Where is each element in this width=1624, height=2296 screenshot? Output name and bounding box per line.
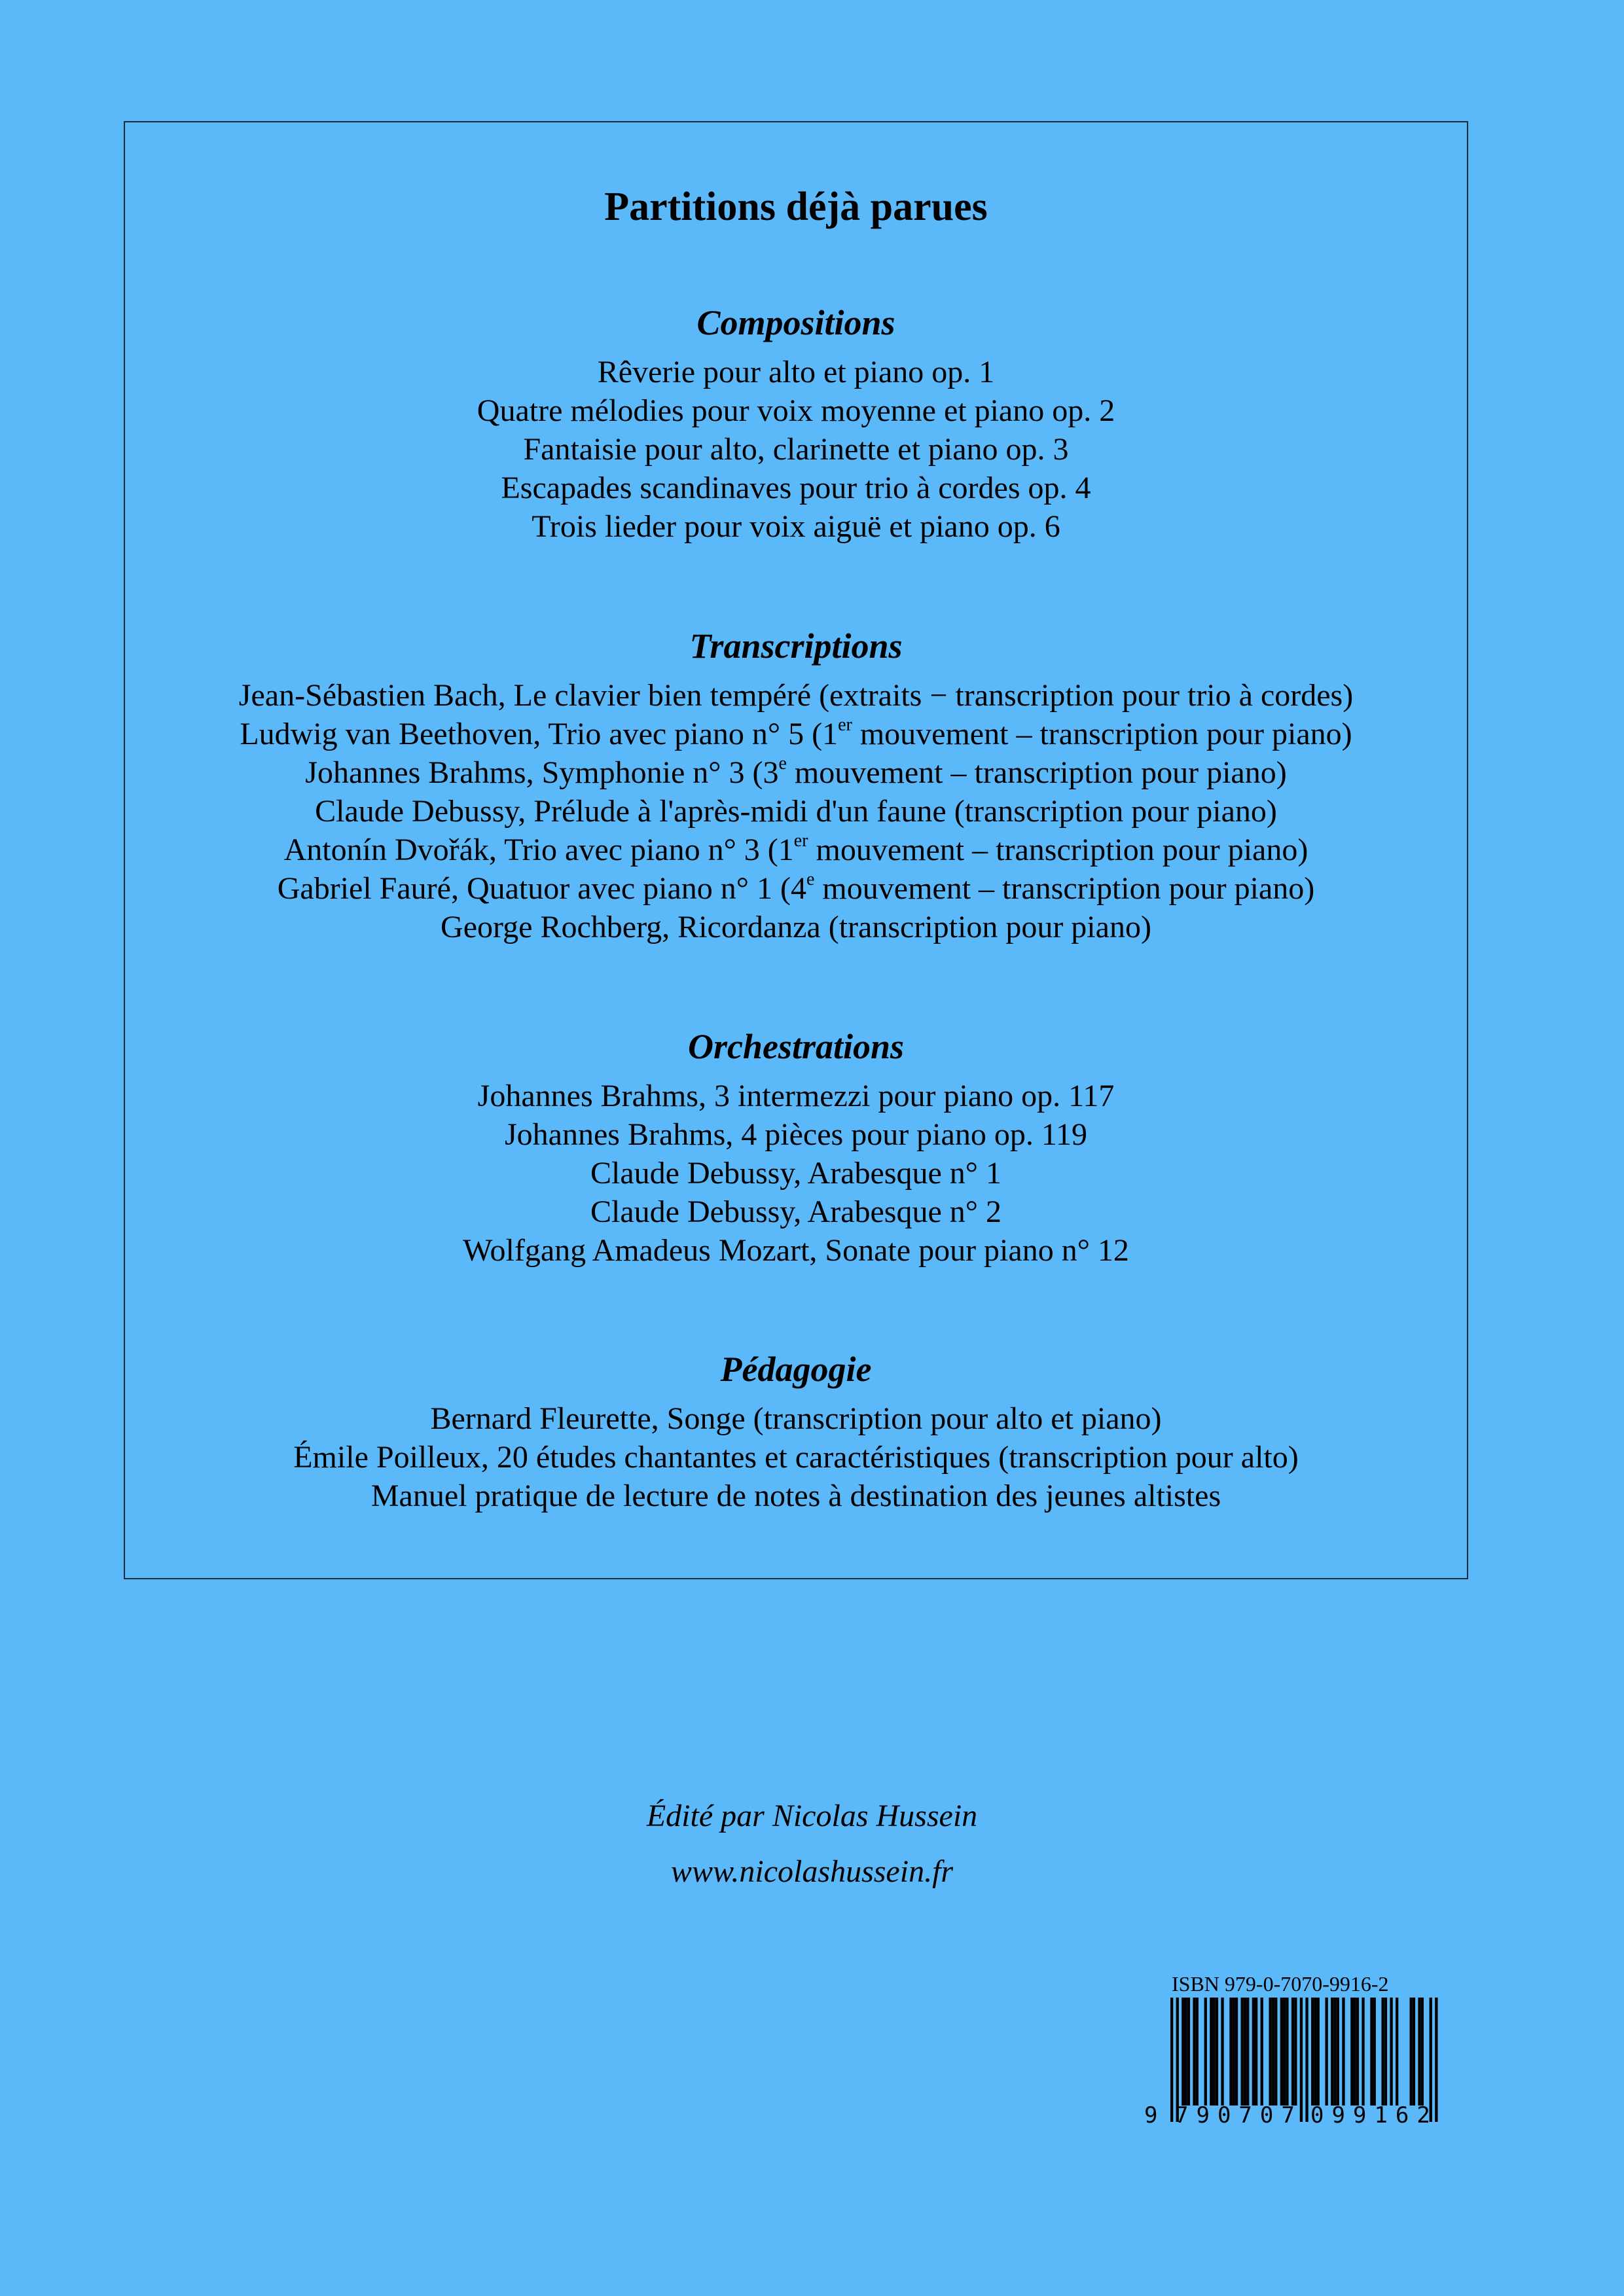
- barcode-bar: [1269, 1998, 1272, 2106]
- barcode-bar: [1204, 1998, 1207, 2106]
- barcode-bar: [1410, 1998, 1413, 2106]
- isbn-number: ISBN 979-0-7070-9916-2: [1172, 1972, 1389, 1996]
- ean-right-group: 099162: [1310, 2102, 1438, 2128]
- section-heading: Transcriptions: [689, 626, 903, 666]
- barcode-bar: [1182, 1998, 1184, 2106]
- list-item: Claude Debussy, Prélude à l'après-midi d'un faune (transcription pour piano): [315, 794, 1277, 829]
- barcode-bar: [1390, 1998, 1392, 2106]
- list-item: Johannes Brahms, 4 pièces pour piano op. 119: [504, 1117, 1088, 1152]
- barcode-bar: [1413, 1998, 1415, 2106]
- barcode-bar: [1354, 1998, 1356, 2106]
- barcode-bar: [1283, 1998, 1286, 2106]
- website-url[interactable]: www.nicolashussein.fr: [670, 1854, 954, 1889]
- list-item: Antonín Dvořák, Trio avec piano n° 3 (1er mouvement – transcription pour piano): [283, 831, 1308, 867]
- list-item: Trois lieder pour voix aiguë et piano op. 6: [532, 509, 1060, 544]
- ean-left-group: 790707: [1175, 2102, 1303, 2128]
- section-list: [125, 1399, 1467, 1515]
- barcode-bar: [1261, 1998, 1263, 2106]
- list-item: Gabriel Fauré, Quatuor avec piano n° 1 (4e mouvement – transcription pour piano): [277, 869, 1315, 906]
- barcode-bar: [1382, 1998, 1384, 2106]
- barcode-bar: [1170, 1998, 1173, 2122]
- list-item: Rêverie pour alto et piano op. 1: [597, 355, 995, 389]
- barcode-bar: [1286, 1998, 1288, 2106]
- list-item: Claude Debussy, Arabesque n° 1: [590, 1156, 1001, 1191]
- barcode-bar: [1244, 1998, 1246, 2106]
- section-list: [125, 676, 1467, 946]
- barcode-bar: [1384, 1998, 1387, 2106]
- section-transcriptions: [125, 622, 1467, 946]
- list-item: Claude Debussy, Arabesque n° 2: [590, 1194, 1001, 1229]
- barcode-bar: [1241, 1998, 1244, 2106]
- barcode-bar: [1235, 1998, 1238, 2106]
- barcode-bar: [1350, 1998, 1353, 2106]
- barcode-bar: [1280, 1998, 1283, 2106]
- barcode-bar: [1370, 1998, 1373, 2106]
- section-orchestrations: [125, 1023, 1467, 1270]
- list-item: Wolfgang Amadeus Mozart, Sonate pour piano n° 12: [463, 1233, 1129, 1268]
- barcode-bar: [1333, 1998, 1336, 2106]
- barcode-bar: [1317, 1998, 1320, 2106]
- barcode-bar: [1418, 1998, 1420, 2106]
- barcode-bar: [1373, 1998, 1376, 2106]
- barcode-bar: [1294, 1998, 1297, 2106]
- section-heading: Orchestrations: [687, 1027, 905, 1066]
- barcode-bar: [1291, 1998, 1294, 2106]
- list-item: Quatre mélodies pour voix moyenne et piano op. 2: [477, 393, 1115, 428]
- list-item: Émile Poilleux, 20 études chantantes et caractéristiques (transcription pour alto): [293, 1440, 1299, 1475]
- barcode-bar: [1193, 1998, 1195, 2106]
- barcode-bar: [1252, 1998, 1255, 2106]
- section-heading: Pédagogie: [720, 1350, 872, 1389]
- catalog-box: [124, 121, 1468, 1579]
- barcode-bar: [1272, 1998, 1274, 2106]
- barcode-bar: [1311, 1998, 1314, 2106]
- section-list: [125, 1077, 1467, 1270]
- list-item: Bernard Fleurette, Songe (transcription pour alto et piano): [430, 1401, 1162, 1436]
- list-item: Johannes Brahms, 3 intermezzi pour piano op. 117: [477, 1079, 1115, 1113]
- barcode-bar: [1233, 1998, 1235, 2106]
- section-compositions: [125, 299, 1467, 546]
- ean-first-digit: 9: [1144, 2102, 1158, 2128]
- barcode-bar: [1342, 1998, 1344, 2106]
- section-list: [125, 353, 1467, 546]
- editor-credit: Édité par Nicolas Hussein: [646, 1799, 978, 1833]
- barcode-bar: [1246, 1998, 1249, 2106]
- barcode-bar: [1362, 1998, 1364, 2106]
- barcode-bar: [1326, 1998, 1328, 2106]
- section-pedagogie: [125, 1346, 1467, 1515]
- barcode-bar: [1213, 1998, 1216, 2106]
- barcode-bar: [1229, 1998, 1232, 2106]
- list-item: Fantaisie pour alto, clarinette et piano op. 3: [523, 432, 1069, 467]
- list-item: Johannes Brahms, Symphonie n° 3 (3e mouvement – transcription pour piano): [305, 753, 1287, 790]
- barcode-bar: [1216, 1998, 1218, 2106]
- barcode-bar: [1187, 1998, 1190, 2106]
- barcode-bar: [1356, 1998, 1359, 2106]
- isbn-barcode: [1139, 1971, 1453, 2135]
- list-item: Escapades scandinaves pour trio à cordes op. 4: [501, 471, 1091, 505]
- barcode-bar: [1396, 1998, 1398, 2106]
- list-item: Jean-Sébastien Bach, Le clavier bien tempéré (extraits − transcription pour trio à cordes): [238, 678, 1354, 713]
- barcode-bar: [1196, 1998, 1199, 2106]
- list-item: Manuel pratique de lecture de notes à destination des jeunes altistes: [370, 1479, 1221, 1513]
- barcode-bar: [1274, 1998, 1277, 2106]
- barcode-bar: [1255, 1998, 1257, 2106]
- barcode-bar: [1210, 1998, 1212, 2106]
- barcode-bar: [1185, 1998, 1187, 2106]
- section-heading: Compositions: [696, 303, 895, 342]
- catalog-title: Partitions déjà parues: [604, 185, 988, 229]
- list-item: Ludwig van Beethoven, Trio avec piano n° 5 (1er mouvement – transcription pour piano): [240, 715, 1352, 751]
- list-item: George Rochberg, Ricordanza (transcription pour piano): [441, 910, 1151, 944]
- barcode-bar: [1305, 1998, 1308, 2122]
- barcode-bar: [1221, 1998, 1223, 2106]
- barcode-bar: [1421, 1998, 1424, 2106]
- barcode-bar: [1337, 1998, 1339, 2106]
- barcode-bar: [1331, 1998, 1333, 2106]
- barcode-bar: [1314, 1998, 1316, 2106]
